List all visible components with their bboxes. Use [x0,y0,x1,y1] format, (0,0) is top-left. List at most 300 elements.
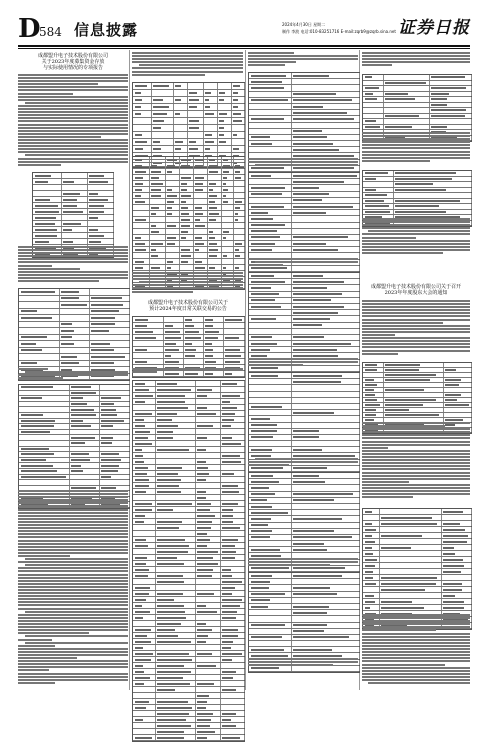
table-cell [135,491,146,493]
data-table [362,508,472,630]
table-cell [443,595,455,597]
table-cell [251,306,281,308]
table-cell [222,461,241,463]
table-cell [89,211,104,213]
table-cell [135,349,147,351]
table-cell [222,587,235,589]
table-cell [222,515,233,517]
table-cell [381,607,424,609]
table-cell [209,195,217,197]
data-table [132,156,245,290]
table-cell [395,205,439,207]
table-cell [197,461,206,463]
table-cell [135,237,141,239]
table-cell [251,243,275,245]
table-cell [251,606,268,608]
table-cell [222,557,235,559]
table-cell [135,629,151,631]
table-cell [293,112,347,114]
table-cell [293,475,319,477]
table-cell [195,213,203,215]
body-text-block [362,52,470,67]
table-cell [91,297,122,299]
table-cell [251,249,272,251]
table-cell [251,593,285,595]
table-cell [197,521,212,523]
table-cell [135,201,145,203]
table-cell [135,165,142,167]
page-number: 584 [39,25,62,39]
table-cell [251,575,272,577]
table-cell [135,395,153,397]
table-cell [293,155,354,157]
table-cell [175,148,181,150]
table-cell [251,193,282,195]
table-cell [222,527,240,529]
table-cell [431,104,447,106]
table-cell [157,479,181,481]
table-cell [293,375,342,377]
table-cell [153,99,163,101]
table-cell [205,113,214,115]
table-cell [89,217,98,219]
table-cell [293,455,355,457]
table-cell [222,737,240,739]
table-cell [189,99,199,101]
table-cell [219,134,224,136]
table-cell [293,630,324,632]
table-cell [251,336,272,338]
table-cell [293,318,330,320]
table-cell [385,414,439,416]
table-cell [219,120,224,122]
table-cell [195,249,199,251]
table-cell [251,267,287,269]
table-cell [222,653,242,655]
table-cell [61,356,77,358]
table-cell [181,261,188,263]
table-cell [71,392,96,394]
table-cell [165,349,179,351]
table-cell [251,87,284,89]
body-text-block [362,218,470,255]
table-cell [205,361,216,363]
table-cell [251,355,267,357]
body-text-block [248,358,358,367]
table-cell [251,349,270,351]
table-cell [251,81,282,83]
table-cell [293,299,331,301]
table-cell [293,543,324,545]
table-cell [293,187,319,189]
column-divider [245,50,246,690]
table-cell [157,527,179,529]
table-cell [251,136,270,138]
table-cell [135,419,144,421]
table-cell [101,420,124,422]
table-cell [197,479,206,481]
table-cell [222,713,236,715]
table-cell [157,485,179,487]
table-cell [293,106,323,108]
table-cell [35,199,50,201]
table-cell [181,189,187,191]
masthead [18,14,470,44]
table-cell [251,287,271,289]
table-cell [293,549,327,551]
table-cell [195,243,204,245]
body-text-block [18,490,128,685]
table-cell [165,361,179,363]
table-cell [135,545,148,547]
table-cell [381,517,432,519]
table-cell [21,349,42,351]
table-cell [157,683,190,685]
table-cell [175,113,180,115]
table-cell [135,267,143,269]
table-cell [293,436,319,438]
table-cell [189,148,198,150]
table-cell [222,551,236,553]
table-cell [151,267,160,269]
table-cell [293,130,322,132]
table-cell [89,229,98,231]
table-cell [223,165,230,167]
table-cell [251,187,285,189]
table-row [133,90,244,97]
table-cell [365,547,372,549]
table-cell [195,261,202,263]
table-cell [431,87,466,89]
table-cell [197,575,212,577]
table-cell [71,403,87,405]
table-cell [135,177,143,179]
table-cell [135,503,152,505]
table-cell [381,577,437,579]
table-cell [365,126,380,128]
table-cell [251,587,269,589]
table-cell [157,719,186,721]
table-cell [222,629,238,631]
column-4 [362,50,470,690]
table-cell [135,593,149,595]
table-cell [135,599,146,601]
table-cell [293,181,344,183]
table-cell [443,553,455,555]
table-cell [197,467,208,469]
table-cell [185,331,199,333]
table-cell [167,237,176,239]
table-cell [197,557,213,559]
table-cell [365,211,390,213]
table-cell [293,636,349,638]
table-cell [91,304,123,306]
table-cell [205,99,209,101]
table-cell [293,412,334,414]
table-cell [195,267,205,269]
table-cell [209,207,217,209]
table-cell [153,120,164,122]
table-cell [205,337,218,339]
table-cell [151,225,156,227]
table-cell [222,413,235,415]
table-cell [365,419,374,421]
table-cell [197,413,216,415]
table-cell [251,406,282,408]
table-cell [135,92,141,94]
table-cell [209,267,215,269]
table-cell [223,159,228,161]
table-cell [443,583,462,585]
table-cell [197,563,218,565]
table-cell [151,183,163,185]
table-cell [175,141,183,143]
table-cell [385,374,436,376]
table-cell [151,213,156,215]
table-cell [157,557,177,559]
table-cell [431,98,447,100]
table-cell [293,593,337,595]
table-cell [197,407,207,409]
table-cell [293,355,338,357]
table-row [133,146,244,153]
table-cell [443,541,467,543]
table-cell [293,624,327,626]
table-cell [219,127,224,129]
body-text-block [18,74,128,167]
body-text-block [132,368,243,374]
table-cell [195,177,204,179]
table-cell [157,563,184,565]
table-cell [21,476,66,478]
column-1 [18,50,128,690]
table-cell [251,275,274,277]
table-cell [222,593,232,595]
table-cell [395,200,460,202]
table-cell [233,99,238,101]
table-cell [157,689,175,691]
table-cell [197,539,210,541]
table-cell [197,701,207,703]
table-cell [21,448,49,450]
table-cell [251,293,279,295]
data-table [132,380,245,742]
table-cell [205,331,219,333]
table-cell [101,470,118,472]
table-cell [431,93,449,95]
table-cell [293,199,322,201]
table-cell [157,623,181,625]
table-cell [167,207,172,209]
masthead-rule [18,45,470,47]
table-cell [293,175,357,177]
table-cell [365,511,372,513]
table-cell [135,243,145,245]
body-text-block [248,658,358,667]
table-cell [61,323,72,325]
table-cell [431,115,465,117]
table-cell [197,395,207,397]
table-cell [205,141,214,143]
table-cell [135,361,147,363]
table-cell [63,241,73,243]
table-cell [222,503,238,505]
table-cell [91,349,114,351]
table-cell [222,407,237,409]
table-cell [167,165,175,167]
table-cell [91,330,109,332]
table-cell [89,175,104,177]
table-cell [443,607,464,609]
table-cell [293,293,342,295]
table-cell [71,487,96,489]
table-cell [91,343,110,345]
table-cell [165,337,181,339]
table-cell [395,178,452,180]
table-cell [385,369,419,371]
table-cell [135,485,149,487]
table-cell [197,437,207,439]
table-cell [175,99,181,101]
table-cell [251,518,271,520]
table-cell [385,93,408,95]
table-cell [135,641,151,643]
table-cell [222,383,237,385]
table-cell [135,219,146,221]
table-cell [181,213,189,215]
table-cell [181,249,190,251]
table-cell [223,189,228,191]
table-cell [135,159,142,161]
table-cell [157,551,188,553]
table-cell [189,92,197,94]
table-cell [443,565,464,567]
table-cell [222,545,235,547]
table-cell [222,443,241,445]
table-cell [251,230,277,232]
table-cell [135,325,147,327]
table-cell [235,171,240,173]
table-cell [395,211,446,213]
table-cell [157,659,192,661]
table-cell [293,167,354,169]
table-cell [21,414,43,416]
table-cell [153,127,161,129]
table-cell [157,575,183,577]
table-cell [197,665,216,667]
table-cell [89,205,104,207]
table-cell [197,731,215,733]
table-cell [385,399,436,401]
table-cell [293,655,342,657]
table-cell [225,349,240,351]
table-cell [445,394,461,396]
table-cell [181,225,190,227]
table-cell [443,571,461,573]
table-cell [222,659,232,661]
table-cell [157,617,186,619]
table-cell [101,442,112,444]
table-cell [293,567,345,569]
table-cell [381,547,411,549]
table-cell [197,491,206,493]
contact-line: 制作 李波 电话:010-83251716 E-mail:zqrb9@zqrb.sina.net [282,29,396,34]
table-cell [135,389,149,391]
table-cell [205,355,213,357]
table-cell [135,425,145,427]
table-row [133,132,244,139]
table-cell [135,605,142,607]
table-cell [445,399,457,401]
table-row [133,125,244,132]
table-cell [251,555,281,557]
table-cell [63,181,74,183]
table-cell [222,605,240,607]
table-cell [209,213,219,215]
table-cell [233,113,241,115]
table-cell [251,424,277,426]
table-cell [195,159,204,161]
table-cell [385,98,415,100]
table-cell [135,569,149,571]
table-cell [293,343,351,345]
body-text-block [362,614,470,685]
table-cell [445,404,469,406]
table-cell [223,183,226,185]
table-cell [385,409,409,411]
table-cell [197,533,207,535]
table-cell [157,641,191,643]
table-cell [157,713,189,715]
table-cell [189,106,197,108]
table-cell [365,379,374,381]
table-cell [181,237,186,239]
table-cell [21,336,47,338]
table-cell [151,195,161,197]
table-cell [222,491,239,493]
table-cell [365,369,377,371]
table-cell [365,571,373,573]
table-cell [151,189,161,191]
table-cell [181,183,187,185]
table-cell [209,201,215,203]
table-cell [293,481,325,483]
table-cell [197,497,206,499]
table-cell [251,624,285,626]
table-cell [135,148,143,150]
table-cell [157,629,175,631]
table-cell [151,177,159,179]
table-cell [209,249,218,251]
table-cell [197,641,206,643]
table-cell [61,343,74,345]
table-cell [222,611,237,613]
table-cell [35,181,48,183]
table-cell [205,134,212,136]
table-cell [445,369,456,371]
table-cell [365,200,384,202]
table-cell [165,343,176,345]
table-cell [251,175,271,177]
column-2 [132,50,243,690]
table-cell [395,172,456,174]
article-title-right: 成都盟升电子技术股份有限公司关于召开 2023年年度股东大会的通知 [370,284,461,296]
table-cell [365,601,375,603]
table-cell [71,470,83,472]
table-cell [89,199,108,201]
table-cell [181,177,191,179]
table-cell [443,601,464,603]
